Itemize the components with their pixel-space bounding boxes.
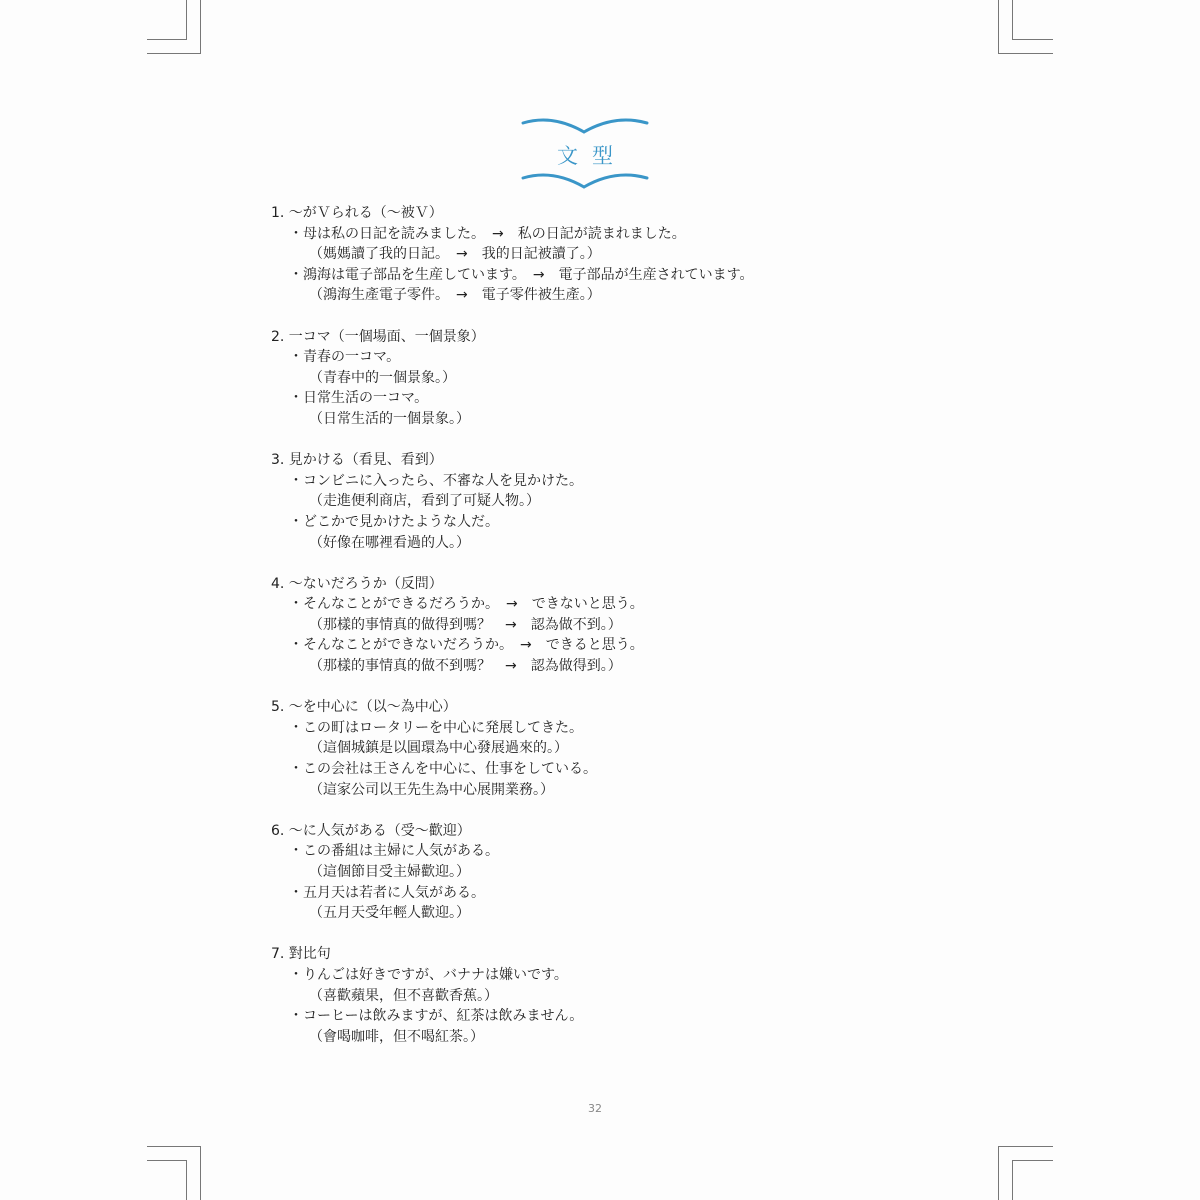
example-sentence: ・どこかで見かけたような人だ。 bbox=[289, 513, 499, 530]
crop-mark bbox=[186, 1160, 187, 1200]
example-translation: （走進便利商店，看到了可疑人物。） bbox=[309, 493, 540, 510]
example-sentence: ・母は私の日記を読みました。 → 私の日記が読まれました。 bbox=[289, 225, 686, 242]
crop-mark bbox=[998, 53, 1053, 54]
example-sentence: ・この番組は主婦に人気がある。 bbox=[289, 843, 499, 860]
example-sentence: ・コンビニに入ったら、不審な人を見かけた。 bbox=[289, 472, 583, 489]
example-translation: （好像在哪裡看過的人。） bbox=[309, 534, 470, 551]
example-translation: （鴻海生產電子零件。 → 電子零件被生產。） bbox=[309, 287, 601, 304]
crop-mark bbox=[1012, 1160, 1053, 1161]
example-sentence: ・そんなことができないだろうか。 → できると思う。 bbox=[289, 637, 644, 654]
grammar-section bbox=[271, 944, 971, 1047]
example-sentence: ・この町はロータリーを中心に発展してきた。 bbox=[289, 719, 583, 736]
crop-mark bbox=[186, 0, 187, 40]
crop-mark bbox=[200, 0, 201, 54]
section-heading: 5. ～を中心に（以～為中心） bbox=[271, 699, 457, 716]
page-number: 32 bbox=[588, 1102, 602, 1115]
crop-mark bbox=[998, 1146, 999, 1200]
page-title: 文型 bbox=[557, 144, 627, 168]
example-translation: （日常生活的一個景象。） bbox=[309, 410, 470, 427]
example-translation: （媽媽讀了我的日記。 → 我的日記被讀了。） bbox=[309, 246, 601, 263]
crop-mark bbox=[998, 0, 999, 54]
example-translation: （青春中的一個景象。） bbox=[309, 369, 456, 386]
grammar-section bbox=[271, 203, 971, 306]
example-translation: （那樣的事情真的做不到嗎？ → 認為做得到。） bbox=[309, 658, 622, 675]
example-translation: （這個城鎮是以圓環為中心發展過來的。） bbox=[309, 740, 568, 757]
crop-mark bbox=[1012, 1160, 1013, 1200]
section-heading: 3. 見かける（看見、看到） bbox=[271, 452, 443, 469]
crop-mark bbox=[147, 39, 187, 40]
example-sentence: ・りんごは好きですが、バナナは嫌いです。 bbox=[289, 966, 568, 983]
example-translation: （會喝咖啡，但不喝紅茶。） bbox=[309, 1028, 484, 1045]
section-heading: 4. ～ないだろうか（反問） bbox=[271, 575, 443, 592]
section-heading: 7. 對比句 bbox=[271, 946, 331, 963]
section-heading: 6. ～に人気がある（受～歡迎） bbox=[271, 822, 471, 839]
crop-mark bbox=[1012, 0, 1013, 40]
example-translation: （這家公司以王先生為中心展開業務。） bbox=[309, 781, 554, 798]
example-sentence: ・五月天は若者に人気がある。 bbox=[289, 884, 485, 901]
example-sentence: ・鴻海は電子部品を生産しています。 → 電子部品が生産されています。 bbox=[289, 266, 754, 283]
title-block bbox=[520, 112, 650, 196]
example-sentence: ・そんなことができるだろうか。 → できないと思う。 bbox=[289, 596, 644, 613]
crop-mark bbox=[147, 1160, 187, 1161]
grammar-section-list bbox=[271, 203, 971, 1068]
grammar-section bbox=[271, 697, 971, 800]
grammar-section bbox=[271, 450, 971, 553]
section-heading: 1. ～がＶられる（～被Ｖ） bbox=[271, 205, 443, 221]
example-translation: （這個節目受主婦歡迎。） bbox=[309, 864, 470, 880]
crop-mark bbox=[147, 53, 201, 54]
grammar-section bbox=[271, 821, 971, 924]
crop-mark bbox=[200, 1146, 201, 1200]
grammar-section bbox=[271, 327, 971, 430]
crop-mark bbox=[147, 1146, 201, 1147]
example-sentence: ・コーヒーは飲みますが、紅茶は飲みません。 bbox=[289, 1008, 584, 1025]
crop-mark bbox=[1012, 39, 1053, 40]
example-translation: （喜歡蘋果，但不喜歡香蕉。） bbox=[309, 987, 498, 1004]
example-translation: （那樣的事情真的做得到嗎？ → 認為做不到。） bbox=[309, 616, 622, 633]
example-sentence: ・日常生活の一コマ。 bbox=[289, 390, 429, 407]
example-translation: （五月天受年輕人歡迎。） bbox=[309, 905, 470, 922]
section-heading: 2. 一コマ（一個場面、一個景象） bbox=[271, 328, 485, 345]
crop-mark bbox=[998, 1146, 1053, 1147]
example-sentence: ・青春の一コマ。 bbox=[289, 349, 401, 366]
example-sentence: ・この会社は王さんを中心に、仕事をしている。 bbox=[289, 761, 597, 778]
grammar-section bbox=[271, 574, 971, 677]
